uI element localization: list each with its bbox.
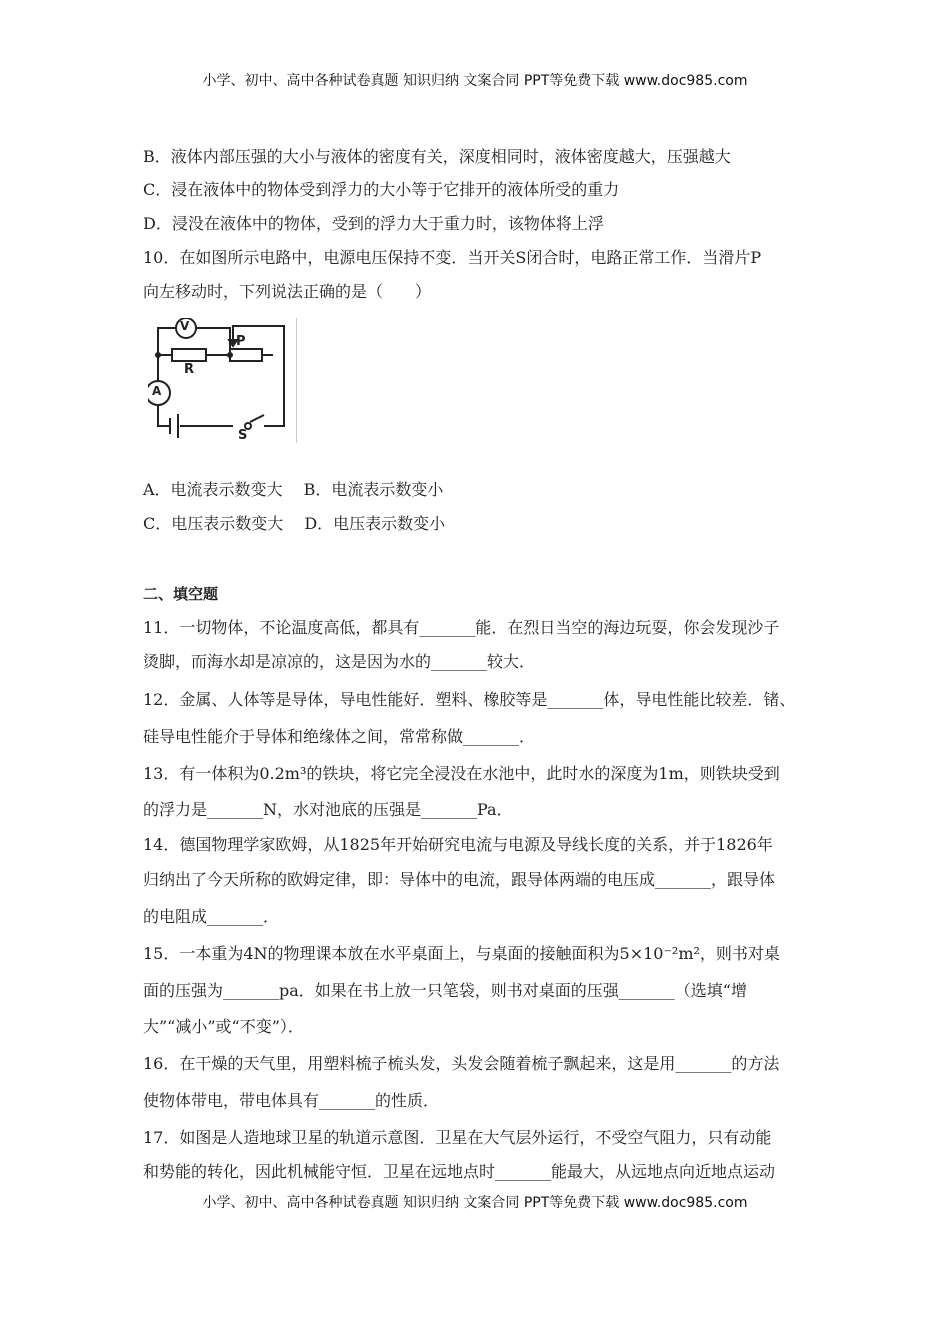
q9-option-c: C．浸在液体中的物体受到浮力的大小等于它排开的液体所受的重力 xyxy=(143,180,620,199)
question-line: 17．如图是人造地球卫星的轨道示意图．卫星在大气层外运行，不受空气阻力，只有动能 xyxy=(143,1128,772,1147)
q10-options-ab: A．电流表示数变大 B．电流表示数变小 xyxy=(143,480,444,499)
q9-option-d: D．浸没在液体中的物体，受到的浮力大于重力时，该物体将上浮 xyxy=(143,214,604,233)
question-line: 13．有一体积为0.2m³的铁块，将它完全浸没在水池中，此时水的深度为1m，则铁块受到 xyxy=(143,764,780,783)
question-line: 16．在干燥的天气里，用塑料梳子梳头发，头发会随着梳子飘起来，这是用_______的方法 xyxy=(143,1054,780,1073)
q10-stem-line2: 向左移动时，下列说法正确的是（ ） xyxy=(143,282,432,301)
page-footer: 小学、初中、高中各种试卷真题 知识归纳 文案合同 PPT等免费下载 www.doc985.com xyxy=(202,1195,748,1211)
page-header: 小学、初中、高中各种试卷真题 知识归纳 文案合同 PPT等免费下载 www.doc985.com xyxy=(202,73,748,89)
switch-label: S xyxy=(238,428,248,443)
q10-options-cd: C．电压表示数变大 D．电压表示数变小 xyxy=(143,514,446,533)
voltmeter-label: V xyxy=(180,319,190,333)
section-title: 二、填空题 xyxy=(143,585,219,603)
question-line: 12．金属、人体等是导体，导电性能好．塑料、橡胶等是_______体，导电性能比较差．锗、 xyxy=(143,690,796,709)
question-line: 大”“减小”或“不变”）． xyxy=(143,1017,304,1036)
slider-label: P xyxy=(236,334,246,349)
question-line: 面的压强为_______pa．如果在书上放一只笔袋，则书对桌面的压强_______（选填“增 xyxy=(143,981,747,1000)
question-line: 归纳出了今天所称的欧姆定律，即：导体中的电流，跟导体两端的电压成_______，跟导体 xyxy=(143,870,776,889)
question-line: 硅导电性能介于导体和绝缘体之间，常常称做_______． xyxy=(143,727,536,746)
question-line: 的浮力是_______N，水对池底的压强是_______Pa． xyxy=(143,800,513,819)
question-line: 11．一切物体，不论温度高低，都具有_______能．在烈日当空的海边玩耍，你会发现沙子 xyxy=(143,618,780,637)
resistor-label: R xyxy=(184,362,195,377)
question-line: 使物体带电，带电体具有_______的性质． xyxy=(143,1091,440,1110)
question-line: 和势能的转化，因此机械能守恒．卫星在远地点时_______能最大，从远地点向近地点运动 xyxy=(143,1162,776,1181)
circuit-diagram xyxy=(148,318,293,447)
q10-stem-line1: 10．在如图所示电路中，电源电压保持不变．当开关S闭合时，电路正常工作．当滑片P xyxy=(143,248,762,267)
ammeter-label: A xyxy=(152,384,162,398)
question-line: 14．德国物理学家欧姆，从1825年开始研究电流与电源及导线长度的关系，并于1826年 xyxy=(143,835,773,854)
question-line: 15．一本重为4N的物理课本放在水平桌面上，与桌面的接触面积为5×10⁻²m²，则书对桌 xyxy=(143,944,780,963)
figure-border xyxy=(296,318,297,443)
q9-option-b: B．液体内部压强的大小与液体的密度有关，深度相同时，液体密度越大，压强越大 xyxy=(143,147,731,166)
question-line: 烫脚，而海水却是凉凉的，这是因为水的_______较大． xyxy=(143,652,536,671)
question-line: 的电阻成_______． xyxy=(143,907,280,926)
